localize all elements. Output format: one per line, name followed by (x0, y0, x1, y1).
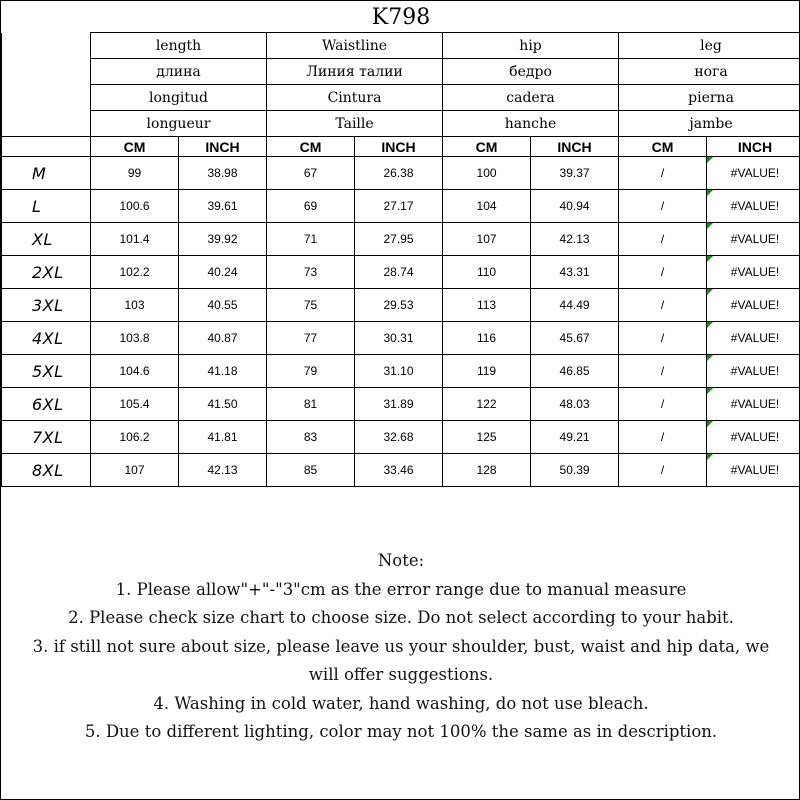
note-line: 5. Due to different lighting, color may not 100% the same as in description. (84, 722, 718, 741)
note-line: 1. Please allow"+"-"3"cm as the error range due to manual measure (115, 579, 687, 599)
measurement-cell: 128 (443, 454, 531, 487)
measurement-cell: 77 (267, 322, 355, 355)
error-value: #VALUE! (730, 166, 780, 180)
header-leg-fr: jambe (619, 111, 800, 137)
measurement-cell: 39.61 (179, 190, 267, 223)
measurement-cell: 69 (267, 190, 355, 223)
measurement-cell: / (619, 421, 707, 454)
measurement-cell: 75 (267, 289, 355, 322)
measurement-cell: 100 (443, 157, 531, 190)
header-leg-es: pierna (619, 85, 800, 111)
measurement-cell: 40.87 (179, 322, 267, 355)
measurement-cell: 30.31 (355, 322, 443, 355)
measurement-cell: 28.74 (355, 256, 443, 289)
measurement-cell: 39.92 (179, 223, 267, 256)
error-flag-icon (707, 355, 713, 361)
size-label: XL (2, 223, 91, 256)
unit-label: CM (91, 137, 179, 157)
error-value: #VALUE! (730, 199, 780, 213)
header-corner-cell (2, 33, 91, 137)
measurement-cell: 31.89 (355, 388, 443, 421)
measurement-cell (707, 256, 800, 289)
measurement-cell: 27.17 (355, 190, 443, 223)
measurement-cell: / (619, 223, 707, 256)
note-line: 2. Please check size chart to choose size. Do not select according to your habit. (68, 608, 734, 627)
measurement-cell: 83 (267, 421, 355, 454)
measurement-cell (707, 157, 800, 190)
measurement-cell: 27.95 (355, 223, 443, 256)
measurement-cell: 43.31 (531, 256, 619, 289)
measurement-cell (707, 223, 800, 256)
measurement-cell: 71 (267, 223, 355, 256)
header-row-russian (2, 59, 800, 85)
measurement-cell: 116 (443, 322, 531, 355)
size-row (2, 190, 800, 223)
measurement-cell: / (619, 256, 707, 289)
measurement-cell: 100.6 (91, 190, 179, 223)
error-value: #VALUE! (730, 265, 780, 279)
measurement-cell: 39.37 (531, 157, 619, 190)
notes-heading: Note: (377, 551, 425, 570)
measurement-cell: 122 (443, 388, 531, 421)
measurement-cell: 41.18 (179, 355, 267, 388)
error-value: #VALUE! (730, 364, 780, 378)
size-row (2, 157, 800, 190)
measurement-cell: 41.50 (179, 388, 267, 421)
error-flag-icon (707, 421, 713, 427)
header-waistline-fr: Taille (267, 111, 443, 137)
error-value: #VALUE! (730, 397, 780, 411)
measurement-cell (707, 388, 800, 421)
measurement-cell (707, 190, 800, 223)
note-line: will offer suggestions. (308, 665, 494, 684)
measurement-cell: 103 (91, 289, 179, 322)
measurement-cell: 79 (267, 355, 355, 388)
header-hip-es: cadera (443, 85, 619, 111)
measurement-cell: 101.4 (91, 223, 179, 256)
error-value: #VALUE! (730, 430, 780, 444)
size-chart-table (1, 32, 800, 487)
header-hip: hip (443, 33, 619, 59)
size-label: 3XL (2, 289, 91, 322)
header-waistline: Waistline (267, 33, 443, 59)
measurement-cell: 38.98 (179, 157, 267, 190)
error-value: #VALUE! (730, 232, 780, 246)
measurement-cell: 81 (267, 388, 355, 421)
header-waistline-es: Cintura (267, 85, 443, 111)
measurement-cell: 104.6 (91, 355, 179, 388)
measurement-cell: 103.8 (91, 322, 179, 355)
measurement-cell (707, 322, 800, 355)
header-row-english (2, 33, 800, 59)
header-length-es: longitud (91, 85, 267, 111)
header-row-spanish (2, 85, 800, 111)
header-leg-ru: нога (619, 59, 800, 85)
measurement-cell: 105.4 (91, 388, 179, 421)
unit-label: INCH (179, 137, 267, 157)
header-waistline-ru: Линия талии (267, 59, 443, 85)
measurement-cell: 102.2 (91, 256, 179, 289)
measurement-cell: 104 (443, 190, 531, 223)
error-flag-icon (707, 223, 713, 229)
measurement-cell: 31.10 (355, 355, 443, 388)
size-label: 5XL (2, 355, 91, 388)
size-label: M (2, 157, 91, 190)
measurement-cell: / (619, 454, 707, 487)
size-row (2, 388, 800, 421)
measurement-cell: / (619, 289, 707, 322)
unit-label: CM (267, 137, 355, 157)
header-length: length (91, 33, 267, 59)
measurement-cell: 32.68 (355, 421, 443, 454)
unit-label: INCH (531, 137, 619, 157)
measurement-cell: 33.46 (355, 454, 443, 487)
measurement-cell: 49.21 (531, 421, 619, 454)
measurement-cell: 46.85 (531, 355, 619, 388)
size-label: 7XL (2, 421, 91, 454)
measurement-cell (707, 421, 800, 454)
size-row (2, 256, 800, 289)
measurement-cell (707, 289, 800, 322)
measurement-cell: 45.67 (531, 322, 619, 355)
measurement-cell: 119 (443, 355, 531, 388)
measurement-cell: 107 (91, 454, 179, 487)
measurement-cell: 40.24 (179, 256, 267, 289)
header-length-fr: longueur (91, 111, 267, 137)
measurement-cell: 50.39 (531, 454, 619, 487)
measurement-cell: / (619, 322, 707, 355)
unit-label: CM (443, 137, 531, 157)
header-hip-fr: hanche (443, 111, 619, 137)
size-row (2, 223, 800, 256)
measurement-cell: / (619, 190, 707, 223)
measurement-cell: 106.2 (91, 421, 179, 454)
measurement-cell: 40.55 (179, 289, 267, 322)
header-row-french (2, 111, 800, 137)
measurement-cell: 85 (267, 454, 355, 487)
measurement-cell: 41.81 (179, 421, 267, 454)
size-label: 2XL (2, 256, 91, 289)
error-flag-icon (707, 256, 713, 262)
size-row (2, 355, 800, 388)
size-label: L (2, 190, 91, 223)
measurement-cell: / (619, 355, 707, 388)
unit-row (2, 137, 800, 157)
measurement-cell: 107 (443, 223, 531, 256)
measurement-cell: 99 (91, 157, 179, 190)
size-data-rows (2, 157, 800, 487)
error-flag-icon (707, 388, 713, 394)
measurement-cell (707, 355, 800, 388)
measurement-cell: 113 (443, 289, 531, 322)
note-line: 4. Washing in cold water, hand washing, do not use bleach. (153, 693, 649, 713)
chart-title: K798 (371, 5, 431, 30)
size-row (2, 289, 800, 322)
measurement-cell: / (619, 388, 707, 421)
measurement-cell: 67 (267, 157, 355, 190)
unit-size-cell (2, 137, 91, 157)
size-label: 8XL (2, 454, 91, 487)
error-value: #VALUE! (730, 331, 780, 345)
size-row (2, 421, 800, 454)
size-row (2, 454, 800, 487)
size-row (2, 322, 800, 355)
measurement-cell: 110 (443, 256, 531, 289)
measurement-cell: 73 (267, 256, 355, 289)
notes-section (1, 547, 800, 747)
measurement-cell: 44.49 (531, 289, 619, 322)
error-flag-icon (707, 322, 713, 328)
note-line: 3. if still not sure about size, please leave us your shoulder, bust, waist and hip data, we (32, 636, 770, 656)
header-leg: leg (619, 33, 800, 59)
header-hip-ru: бедро (443, 59, 619, 85)
measurement-cell: 42.13 (179, 454, 267, 487)
unit-label: INCH (707, 137, 800, 157)
error-flag-icon (707, 454, 713, 460)
measurement-cell: 125 (443, 421, 531, 454)
size-label: 4XL (2, 322, 91, 355)
error-flag-icon (707, 289, 713, 295)
unit-label: CM (619, 137, 707, 157)
measurement-cell (707, 454, 800, 487)
measurement-cell: 48.03 (531, 388, 619, 421)
unit-label: INCH (355, 137, 443, 157)
measurement-cell: 26.38 (355, 157, 443, 190)
measurement-cell: 40.94 (531, 190, 619, 223)
header-length-ru: длина (91, 59, 267, 85)
error-flag-icon (707, 157, 713, 163)
error-value: #VALUE! (730, 298, 780, 312)
error-flag-icon (707, 190, 713, 196)
measurement-cell: 42.13 (531, 223, 619, 256)
measurement-cell: / (619, 157, 707, 190)
measurement-cell: 29.53 (355, 289, 443, 322)
size-label: 6XL (2, 388, 91, 421)
error-value: #VALUE! (730, 463, 780, 477)
